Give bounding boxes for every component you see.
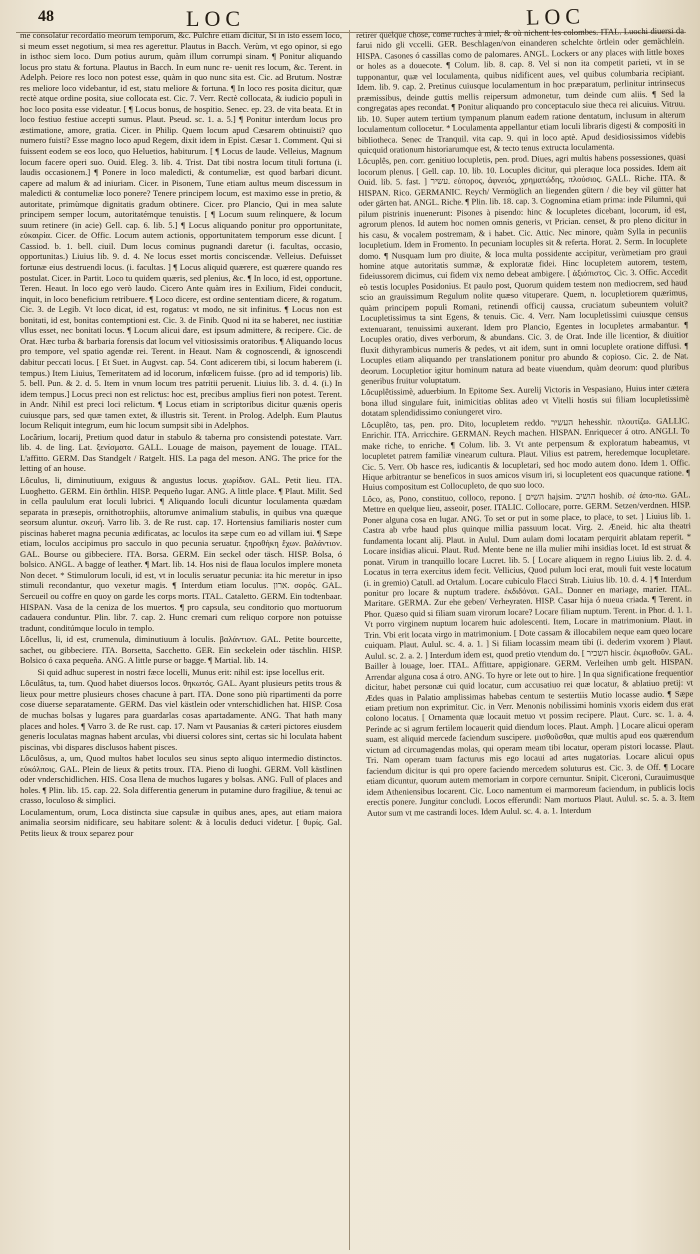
- running-headword-right: LOC: [525, 3, 586, 30]
- entry-locarium: Locârium, locarij, Pretium quod datur in stabulo & taberna pro consistendi potestate. Varr. lib. 4. de ling. Lat. ξενίσματα. GALL. Louage de maison, payement de louage. ITAL. L'affitto. GERM. Das Standgelt / Ratgelt. HIS. La paga del meson. ANG. The price for the letting of an house.: [20, 431, 342, 474]
- verse-quote: Si quid adhuc superest in nostri fæce locelli, Munus erit: nihil est: ipse locellus erit.: [37, 666, 325, 677]
- entry-locupletissime: Lôcuplêtissimè, aduerbium. In Epitome Sex. Aurelij Victoris in Vespasiano, Huius inter cætera bona illud singulare fuit, inimicitias oblitas adeo vt Vitelli hostis sui filiam locupletissimè dotatam splendidissimo coniungeret viro.: [360, 382, 690, 419]
- page-number: 48: [38, 8, 54, 25]
- column-divider: [349, 30, 350, 1250]
- entry-locuples: Lôcuplês, pen. corr. genitiuo locupletis, pen. prod. Diues, agri multis habens possessiones, quasi locorum plenus. [ Gell. cap. 10. lib. 10. Locuples dicitur, qui pleraque loca possides. Idem ait Ouid. lib. 5. fast. ] עשיר. εὐπορος, ἀφνειός, χρηματώδης, πλούσιος. GALL. Riche. ITA. & HISPAN. Rico. GERMANIC. Reych/ Vermöglich an liegenden gütern / die bey vil gütter hat oder gärten hat. ANGL. Riche. ¶ Plin. lib. 18. cap. 3. Cognomina etiam prima: inde Pilumni, qui pilum pistrinis inuenerunt: Pisones à pisendo: hinc & locupletes dicebant, locorum, id est, agrorum plenos. Id autem hoc nomen omnis generis, vt Prician. censet, & pro pleno dicitur in his casu, & vocalem postremam, & i habet. Cic. Attic. Nec minore, quàm Sylla in pecuniis locupletium. Idem in Fromento. In pecuniam locuples sit & referta. Horat. 2. Serm. In locuplete domo. ¶ Nusquam lum pro diuite, & loca multa possidente accipitur, verùmetiam pro graui homine atque autoritatis summæ, & exploratæ fidei. Hinc locupletem autorem, testem, fideiussorem dicimus, cui fidem vix nemo debeat ambigere. [ ἀξιόπιστος. Cic. 3. Offic. Accedit eò testis locuples Posidonius. Et paulo post, Quorum quidem testem non mediocrem, sed haud scio an grauissimum Regulum nolite quæso vituperare. Quem, n. locupletiorem quærimus, quàm principem populi Romani, retinendi officij caussa, cruciatum subeuntem voluit? Locupletissimus ta sint Egens, & tenuis. Cic. 4. Verr. Nam locupletissimi cuiusque census extenuarant, tenuissimi auxerant. Idem pro Plancio, Egentes in locupletes armabantur. ¶ Locuples oratio, dives verborum, & abundans. Cic. 3. de Orat. Inde ille licentior, & diuitior fluxit dithyrambicus numeris & pedes, vt ait idem, sunt in omni locuplete oratione diffusi. ¶ Locuples etiam aliquando per translationem ponitur pro abundo & copioso. Cic. 2. de Nat. deorum. Locupletior igitur hominum natura ad beate viuendum, quàm deorum: quod pluribus generibus fruitur voluptatum.: [357, 151, 689, 386]
- right-column: [356, 25, 700, 1249]
- running-headword-left: LOC: [186, 6, 245, 31]
- entry-loculosus: Lôculôsus, a, um, Quod multos habet loculos seu sinus septo aliquo intermedio distinctos. εὐκόλποις. GAL. Plein de lieux & petits troux. ITA. Pieno di luoghi. GERM. Voll kästlinen oder vnderschidlichen. HIS. Cosa llena de muchos lugares y bolsas. ANG. Full of places and holes. ¶ Plin. lib. 15. cap. 22. Sola differentia generum in putamine duro fragiliue, & tenui ac crasso, loculoso & simplici.: [20, 753, 342, 806]
- entry-loculamentum-continued: retirer quelque chose, come ruches à miel, & où nichent les colombes. ITAL. Luochi diuersi da farui nido gli vccelli. GER. Beschlagen/von einanderen schelchte örtlein oder gemächlein. HISPA. Casones ó cassillas como de palomares. ANGL. Lockers or any places with little boxes or holes as a douecote. ¶ Colum. lib. 8. cap. 8. Vel si non ita competit parieti, vt in se tupponantur, quæ vel loculamenta, quibus nidificent aues, vel quibus columbaria recipiant. Idem. lib. 9. cap. 2. Pretinus cuiusque loculamentum in hoc præparatum, perlinitur intrinsecus præmissibus, deinde guttis mellis reipersum admonetur, tum deinde cum aliis. ¶ Sed la congregatas apes recondat. ¶ Ponitur aliquando pro conceptaculo siue theca rei alicuius. Vitruu. lib. 10. Super autem tertium tympanum planum eadem ratione dentatum, inclusum in alterum loculamentum collocetur. * Loculamenta appellantur etiam loculi libraris digesti & compositi in bibliotheca. Senec de Tranquil. vita cap. 9. qui in loco aptè. Apud desidiosissimos videbis quicquid orationum historiarumque est, & tecto tenus extructa loculamenta.: [356, 25, 686, 155]
- entry-locus-continued: me consolatur recordatio meorum temporum, &c. Pulchre etiam dicitur, Si in isto essem loco, si meum esset negotium, si mea res agerettur. Plautus in Bacch. Verùm, vt ego opinor, si ego in isthoc siem loco. Dum potius aurum, quàm illum corrumpi sinam. ¶ Ponitur aliquando locus pro statu & fortuna. Plautus in Bacch. In eum nunc re- uenit res locum, &c. Terent. in Adelph. Peiore res loco non potest esse, quàm in quo nunc sita est. Cic. ad Brutum. Nostræ res meliore loco videbantur, id est, statu meliore & fortuna. ¶ In loco res posita dicitur, quæ rectè atque ordine posita, siue collocata est. Cic. 7. Verr. Rectè collocata, & iudicio populi in hoc loco posita esse videatur. [ ¶ Locus bonus, de hospitio. Senec. ep. 23. de vita beata. Et in loco festiuo festiue accepti sumus. Plaut. Pseud. sc. 1. a. 5.] ¶ Ponitur interdum locus pro æstimatione, amore, gratia. Cicer. in Philip. Quem locum apud Cæsarem obtinuisti? quo numero fuisti? Esse magno loco apud Regem, dixit idem in Epist. Cæsar 1. Comment. Qui si fuissent eodem se eos loco, quo Heluetios, habiturum. [ ¶ Locus de laude. Velleius, Magnum locum facere operi suo. Ouid. Eleg. 3. lib. 4. Trist. Dat tibi nostra locum tituli fortuna (i. laudis occasionem.] ¶ Ponere in loco maledicti, & contumeliæ, est quod barbari dicunt. capere ad malum & ad iniuriam. Cicer. in Pisonem, Tune etiam aultus meum discessum in maledicti & contumeliæ loco ponere? Tenere principem locum, est maximo esse in pretio, & autoritate, primùmque dignitatis gradum obtinere. Cicer. pro Plancio, Qui in mea salute principem semper locum, autoritatémque tenuistis. [ ¶ Locum suum relinquere, & locum suum retinere (in acie) Gell. cap. 6. lib. 5.] ¶ Locus aliquando ponitur pro opportunitate, εὐκαιρία. Cicer. de Offic. Locum autem actionis, opportunitatem temporum esse dicunt. [ Cassiod. b. 1. bell. ciuil. Dum locus cominus pugnandi daretur (i. facultas, occasio, opportunitas.) Liuius lib. 9. d. 4. Ne locus esset mortis conciscendæ. Velleius. Defuisset fortunæ eius destruendi locus. (i. facultas. ] ¶ Locus aliquid quærere, est quærere quando res postulat. Cicer. in Partit. Loco tu quidem quæris, sed plenius, &c. ¶ In loco, id est, opportune. Teren. Heaut. In loco ego verò laudo. Cicero Ante quàm ires in Exilium, Fidei conducit, inquit, in loco beneficium retribuere. ¶ Loco dicere, est ordine sententiam dicere, & rogatum. Cic. 3. de Legib. Vt loco dicat, id est, rogatus: vt modo, ne sit infinitus. ¶ Locus non est bonitati, id est, bonitas contemptioni est. Cic. 3. de Finib. Quod ni ita se haberet, nec iustitiæ vllus esset, nec bonitati locus. ¶ Locum alicui dare, est ipsum admittere, & recipere. Cic. de Orat. Hæc turba & barbaria forensis dat locum vel vitiosissimis oratoribus. ¶ Aliquando locus pro tempore, vel spatio agendæ rei. Terent. in Heaut. Nam & cognoscendi, & ignoscendi dabitur peccati locus. [ Et Suet. in Augvst. cap. 54. Cont adicerem tibi, si locum haberem (i. tempus.) Item Liuius, Temeritatem ad id locorum, infœlicem fuisse. (pro ad id temporis) lib. 5. bell. Pun. & 2. d. 5. Item in vnum locum tres patritii peruenit. Liuius lib. 3. d. 4. (i.) In idem tempus.] Locus preci non est relictus: hoc est, precibus amplius fieri non potest. Terent. in Andr. Nihil est preci loci relictum. ¶ Locus etiam in scriptoribus dicitur quænis operis cuiusque pars, sed quæ tamen extet, & illustris sit. Terent. in Prolog. Adelph. Eum Plautus locum Reliquit integrum, eum hic locum sumpsit sibi in Adelphos.: [20, 30, 342, 431]
- entry-loculatus: Lôculâtus, ta, tum. Quod habet diuersos locos. θηκωτός. GAL. Ayant plusieurs petits trous & lieux pour mettre plusieurs choses chacune à part. ITA. Done sono più ripartimenti da porre cose diuerse separatamente. GERM. Das viel kästlein oder vnterschidlichen hat. HISP. Cosa de muchas bolsas y lugares para guardarlas cosas apartadamente. ANG. That hath many places and holes. ¶ Varro 3. de Re rust. cap. 17. Nam vt Pausanias & cæteri pictores eiusdem generis loculatas magnas habent arculas, vbi diuersi colores sint, certas sic hi loculata habent piscinas, vbi dispares disclusos habent pisces.: [20, 678, 342, 752]
- text-columns: [16, 25, 695, 1250]
- entry-locellus: Lôcellus, li, id est, crumenula, diminutiuum à loculis. βαλάντιον. GAL. Petite bourcette, sachet, ou gibbeciere. ITA. Borsetta, Sacchetto. GER. Ein seckelein oder täschlin. HISP. Bolsico ó caxa pequeña. ANG. A little purse or bagge. ¶ Martial. lib. 14.: [20, 634, 342, 666]
- entry-loculus: Lôculus, li, diminutiuum, exiguus & angustus locus. χωρίδιον. GAL. Petit lieu. ITA. Luoghetto. GERM. Ein örthlin. HISP. Pequeño lugar. ANG. A little place. ¶ Plaut. Milit. Sed in cella paululum erat loculi lubrici. ¶ Aliquando loculi dicuntur loculamenta quædam separata in præsepis, ornithotrophiis, altorumve animalium stabulis, in quibus vna quæque seorsum aluntur. σκευή. Varro lib. 3. de Re rust. cap. 17. Hortensius familiaris noster cum piscinas haberet magna pecunia ædificatas, ac loculos ita sæpe cum eo ad villam iui. ¶ Sæpe etiam, loculos accipimus pro sacculo in quo pecunia seruatur. ξηροθήκη ἔχων. βαλάντιον. GAL. Bourse ou gibbeciere. ITA. Borsa. GERM. Ein seckel oder täsch. HISP. Bolsa, ó bolsico. ANGL. A bagge of leather. ¶ Mart. lib. 14. Hos nisi de flaua loculos implere moneta Non decet. * Stimulorum loculi, id est, vt in loculis seruatur pecunia: ita hic meretur in ipso stimuli recondantur, quo vexetur magis. ¶ Interdum etiam loculus. ארון. σορός. GAL. Sercueil ou coffre en quoy on garde les corps morts. ITAL. Cataletto. GERM. Ein todtenbaar. HISPAN. Vasa de la ceniza de los muertos. ¶ pro capsula, seu conditorio quo mortuorum cadauera conduntur. Plin. libr. 7. cap. 2. Hunc cremari cum reliquo corpore non potuisse tradunt, conditúmque loculo in templo.: [20, 474, 342, 633]
- left-column: [20, 30, 342, 1250]
- entry-loco: Lôco, as, Pono, constituo, colloco, repono. [ השים hajsim. הושיב hoshib. σέ ἀπο-πω. GAL. Mettre en quelque lieu, asseoir, poser. ITALIC. Collocare, porre. GERM. Setzen/verdnen. HISP. Poner alguna cosa en lugar. ANG. To set or put in some place, to place, to set. ] Liuius lib. 1. Castra ab vrbe haud plus quinque millia passuum locat. Virg. 2. Æneid. hic alta theatri fundamenta locant alij. Plaut. in Aulul. Dum aulam domi locatam perquirit ablatam reperit. * Locare insidias alicui. Plaut. Rud. Mente bene ne illa mulier mihi insidias locet. Id est struat & ponat. Virum in tranquillo locare Lucret. lib. 5. [ Locare aliquem in regno Liuius lib. 2. d. 4. Locatus in terra exercitus idem fecit. Vellicius, Quod pulum loci erat, mouli fuit veste locatum (i. in gremio) Catull. ad Ortalum. Locare cubiculo Flacci Strab. Liuius lib. 10. d. 4. ] ¶ Interdum ponitur pro locare & nuptum tradere. ἐκδιδόναι. GAL. Donner en mariage, marier. ITAL. Maritare. GERMA. Zur ehe geben/ Verheyraten. HISP. Casar hija ó nueua criada. ¶ Terent. in Phor. Quæso quid si filiam suam virorum locare? Locare filiam nuptum. Terent. in Phor. d. 1. 1. Vt porro virginem nuptum locarem huic adolescenti. Item, Locare in matrimonium. Plaut. in Trin. Vbi erit locata virgo in matrimonium. [ Dote cassam & illocabilem neque eam queo locare cuiquam. Plaut. Aulul. sc. 4. a. 1. ] Si filiam locassim meam tibi (i. dederim vxorem ) Plaut. Aulul. sc. 2. a. 2. ] Interdum idem est, quod pretio vtendum do. [ השכיר hiscir. ἐκμισθοῦν. GAL. Bailler à louage, loer. ITAL. Affittare, appigionare. GERM. Verleihen umb gelt. HISPAN. Arrendar alguna cosa á otro. ANG. To hyre or lete out to hire. ] In qua significatione frequentior dicitur, habet personæ cui quid locatur, cum accusatiuo rei quæ locatur, & ablatiuo pretij: vt Ædes quas in Palatio amplissimas habebas centum te sestertiis Mutio locasse audio. ¶ Sæpe etiam pretium non exprimitur. Cic. in Verr. Menonis nobilissimi hominis vxoris eidem dus erat colono locatus. [ Ornamenta quæ locauit metuo vt possim recipere. Plaut. Curc. sc. 1. a. 4. Perinde ac si agrum fertilem locauerit quid diendum loces. Plaut. Amph. ] Locare alicui operam suam, est aliquid mercede faciendum suscipere. μισθοῦσθαι, quæ multis apud eos quærendum victum ad circumagendas molas, qui operam meam tibi locatur, operam pistori locasse. Plaut. Tri. Nam operam tuam facturus mis ego locaui ad artes nugatorias. Locare alicui opus faciendum dicitur is qui pro opere faciendo mercedem soluturus est. Cic. 3. de Off. ¶ Locare etiam dicuntur, quorum autem memoriam in corpore cernuntur. Snipit. Ciceroni, Curauimusque idem Atheniensibus locarent. Cic. Loco namentum ei marmoreum faciendum, in publicis locis erectis ponere. Jungitur concludi. Locos efferundi: Nam mortuos Plaut. Aulul. sc. 5. a. 3. Item Autor sum vt me castrandi loces. Idem Aulul. sc. 4. a. 1. Interdum: [362, 489, 695, 818]
- entry-locupleto: Lôcuplêto, tas, pen. pro. Dito, locupletem reddo. העשיר hehesshir. πλουτίζω. GALLIC. Enrichir. ITA. Arricchire. GERMAN. Reych machen. HISPAN. Enriquecer á otro. ANGLI. To make riche, to enriche. ¶ Colum. lib. 3. Vt ante perpensum & exploratum habeamus, vt locupletet patrem familiæ vinearum cultura. Plaut. Vilius est patrem, heredemque locupletare. Cic. 5. Verr. Ob hasce res, iudicantis & locupletari, sed hoc modo autem dono. Idem 1. Offic. Hique arbitrantur se beneficos in suos amicos visum iri, si locupletent eos quacunque ratione. ¶ Huius compositum est Collocupleto, de quo suo loco.: [361, 415, 691, 493]
- entry-loculamentum: Loculamentum, orum, Loca distincta siue capsulæ in quibus anes, apes, aut etiam maiora animalia seorsim nidificare, seu habitare solent: & à loculis deduci videtur. [ θυρίς. Gal. Petits lieux & troux separez pour: [20, 806, 342, 839]
